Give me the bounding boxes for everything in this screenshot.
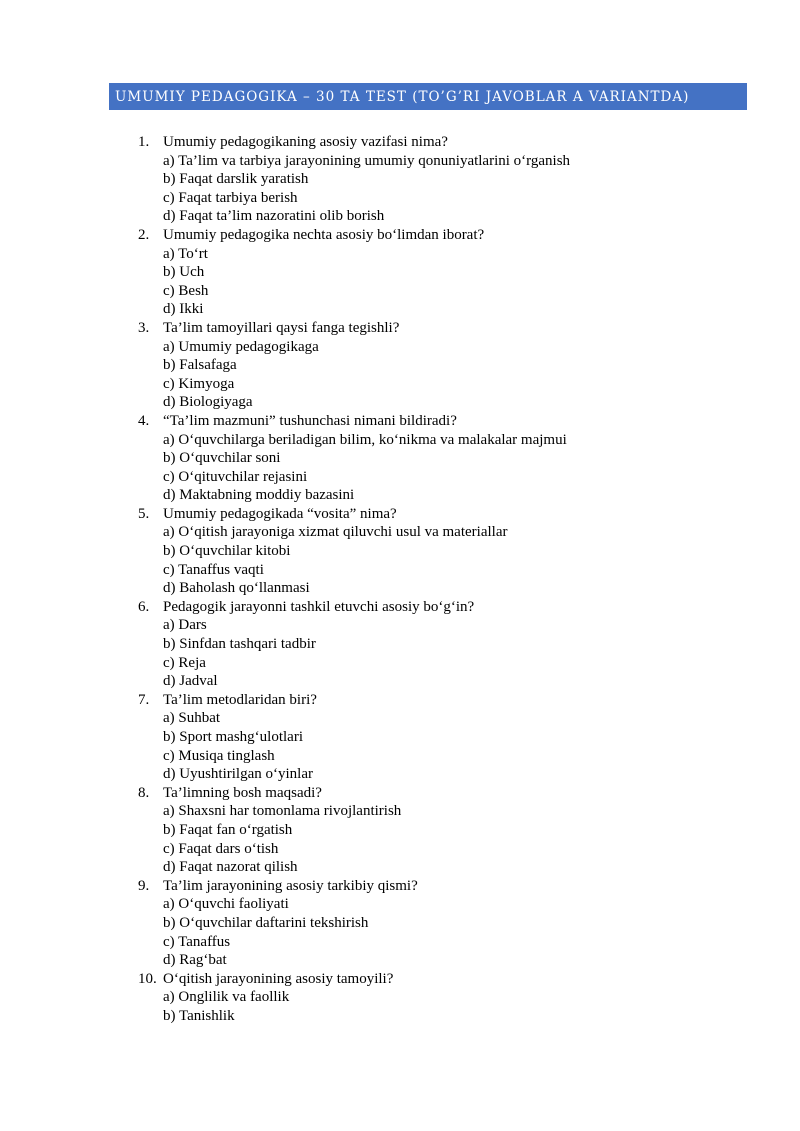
answer-option: b) O‘quvchilar kitobi xyxy=(163,543,291,560)
question-text: “Ta’lim mazmuni” tushunchasi nimani bildiradi? xyxy=(163,412,457,429)
question-number: 9. xyxy=(138,877,150,894)
question-number: 7. xyxy=(138,691,150,708)
question-text: Ta’limning bosh maqsadi? xyxy=(163,784,322,801)
answer-option: a) Suhbat xyxy=(163,710,221,727)
question-item xyxy=(138,970,758,1026)
question-row xyxy=(138,691,758,710)
question-item xyxy=(138,133,758,226)
question-row xyxy=(138,226,758,245)
answer-option: c) Musiqa tinglash xyxy=(163,747,275,764)
answer-option: c) O‘qituvchilar rejasini xyxy=(163,468,308,485)
question-item xyxy=(138,226,758,319)
answer-option: d) Baholash qo‘llanmasi xyxy=(163,580,310,597)
answer-option: c) Tanaffus xyxy=(163,933,231,950)
question-item xyxy=(138,691,758,784)
question-list xyxy=(138,133,758,1026)
answer-option: c) Faqat tarbiya berish xyxy=(163,189,298,206)
answer-option: c) Besh xyxy=(163,282,209,299)
question-number: 3. xyxy=(138,319,150,336)
question-text: Ta’lim metodlaridan biri? xyxy=(163,691,317,708)
question-number: 1. xyxy=(138,134,150,150)
answer-option: a) Dars xyxy=(163,617,207,634)
question-item xyxy=(138,598,758,691)
answer-option: b) Faqat fan o‘rgatish xyxy=(163,821,293,838)
answer-option: d) Biologiyaga xyxy=(163,394,253,411)
question-text: Umumiy pedagogikada “vosita” nima? xyxy=(163,505,397,522)
answer-option: c) Reja xyxy=(163,654,206,671)
answer-option: a) To‘rt xyxy=(163,245,208,262)
question-number: 4. xyxy=(138,412,150,429)
question-row xyxy=(138,505,758,524)
question-row xyxy=(138,412,758,431)
question-text: Ta’lim tamoyillari qaysi fanga tegishli? xyxy=(163,319,400,336)
question-item xyxy=(138,784,758,877)
question-row xyxy=(138,133,758,152)
question-item xyxy=(138,319,758,412)
question-item xyxy=(138,505,758,598)
answer-option: b) Sinfdan tashqari tadbir xyxy=(163,636,316,653)
question-row xyxy=(138,319,758,338)
answer-option: d) Uyushtirilgan o‘yinlar xyxy=(163,766,313,783)
question-text: O‘qitish jarayonining asosiy tamoyili? xyxy=(163,970,394,987)
answer-option: a) O‘quvchi faoliyati xyxy=(163,896,289,913)
answer-option: a) O‘quvchilarga beriladigan bilim, ko‘nikma va malakalar majmui xyxy=(163,431,567,448)
question-item xyxy=(138,877,758,970)
answer-option: a) Ta’lim va tarbiya jarayonining umumiy qonuniyatlarini o‘rganish xyxy=(163,152,571,169)
question-row xyxy=(138,970,758,989)
document-title: UMUMIY PEDAGOGIKA – 30 TA TEST (TO’G’RI JAVOBLAR A VARIANTDA) xyxy=(115,88,690,105)
answer-option: c) Tanaffus vaqti xyxy=(163,561,264,578)
answer-option: d) Maktabning moddiy bazasini xyxy=(163,487,355,504)
question-row xyxy=(138,877,758,896)
question-number: 10. xyxy=(138,970,157,987)
answer-option: d) Rag‘bat xyxy=(163,952,227,969)
answer-option: b) Tanishlik xyxy=(163,1007,235,1024)
answer-option: d) Ikki xyxy=(163,301,204,318)
answer-option: a) Onglilik va faollik xyxy=(163,989,290,1006)
question-item xyxy=(138,412,758,505)
question-number: 8. xyxy=(138,784,150,801)
answer-option: b) Sport mashg‘ulotlari xyxy=(163,729,303,745)
answer-option: b) Faqat darslik yaratish xyxy=(163,171,309,188)
question-number: 6. xyxy=(138,598,150,615)
question-row xyxy=(138,598,758,617)
question-text: Ta’lim jarayonining asosiy tarkibiy qismi? xyxy=(163,877,418,894)
answer-option: b) Falsafaga xyxy=(163,357,237,374)
question-text: Umumiy pedagogika nechta asosiy bo‘limdan iborat? xyxy=(163,226,485,243)
answer-option: b) O‘quvchilar daftarini tekshirish xyxy=(163,914,369,931)
question-row xyxy=(138,784,758,803)
answer-option: a) O‘qitish jarayoniga xizmat qiluvchi usul va materiallar xyxy=(163,524,508,541)
answer-option: b) O‘quvchilar soni xyxy=(163,450,281,467)
answer-option: d) Faqat nazorat qilish xyxy=(163,859,298,876)
answer-option: b) Uch xyxy=(163,264,205,281)
answer-option: d) Faqat ta’lim nazoratini olib borish xyxy=(163,208,385,225)
answer-option: c) Faqat dars o‘tish xyxy=(163,840,279,857)
question-number: 2. xyxy=(138,226,150,243)
answer-option: a) Shaxsni har tomonlama rivojlantirish xyxy=(163,803,402,820)
question-number: 5. xyxy=(138,505,150,522)
answer-option: a) Umumiy pedagogikaga xyxy=(163,338,319,355)
answer-option: c) Kimyoga xyxy=(163,375,235,392)
question-text: Umumiy pedagogikaning asosiy vazifasi nima? xyxy=(163,134,448,150)
answer-option: d) Jadval xyxy=(163,673,218,690)
document-title-bar xyxy=(109,83,747,110)
question-text: Pedagogik jarayonni tashkil etuvchi asosiy bo‘g‘in? xyxy=(163,598,475,615)
